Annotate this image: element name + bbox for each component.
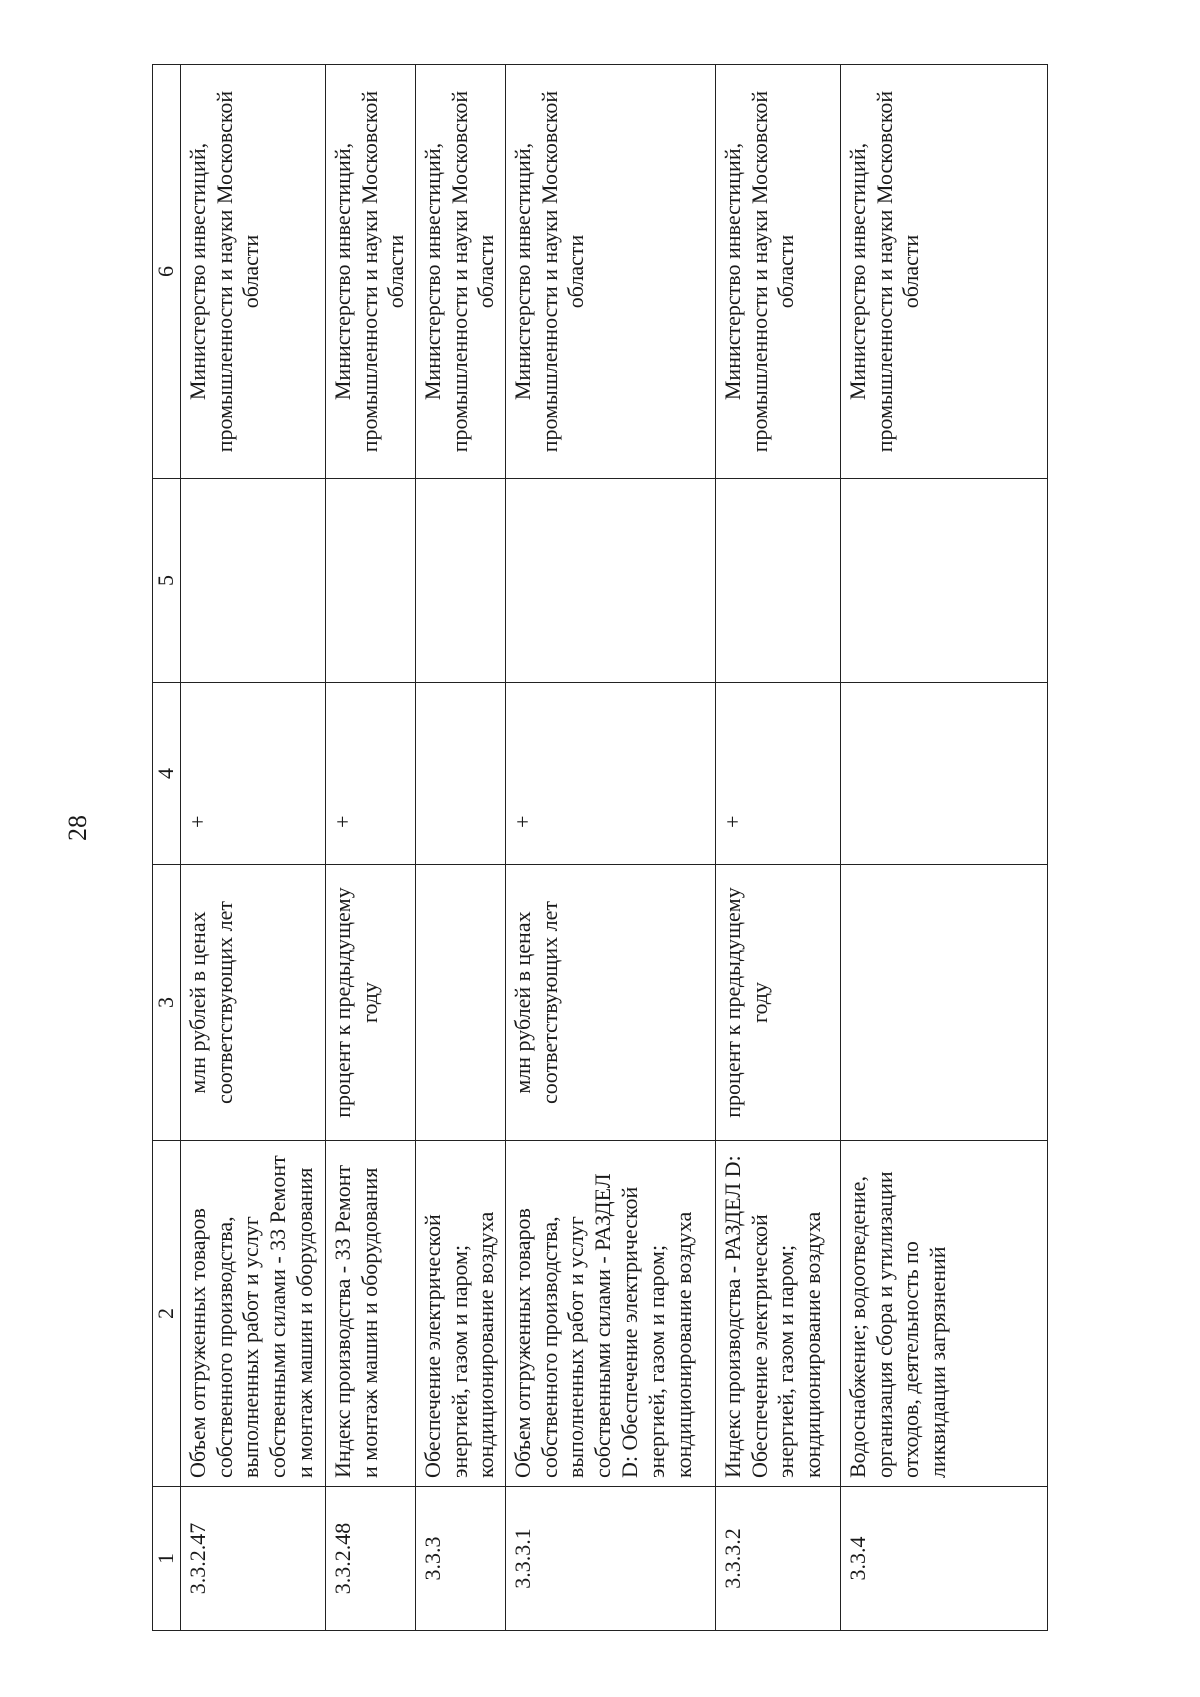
- row-number: 3.3.3: [415, 1487, 505, 1631]
- indicator-name: Водоснабжение; водоотведение, организация сбора и утилизации отходов, деятельность по ликвидации загрязнений: [840, 1141, 1047, 1487]
- responsible-body: Министерство инвестиций, промышленности и науки Московской области: [180, 65, 325, 479]
- col5-value: [180, 479, 325, 683]
- header-cell: 6: [153, 65, 181, 479]
- row-number: 3.3.3.1: [505, 1487, 715, 1631]
- indicator-name: Индекс производства - 33 Ремонт и монтаж машин и оборудования: [325, 1141, 415, 1487]
- col5-value: [415, 479, 505, 683]
- row-number: 3.3.2.48: [325, 1487, 415, 1631]
- table-row: [715, 65, 840, 1631]
- col5-value: [325, 479, 415, 683]
- unit-of-measure: процент к предыдущему году: [715, 865, 840, 1141]
- table-row: [415, 65, 505, 1631]
- flag-mark: [415, 683, 505, 865]
- header-cell: 3: [153, 865, 181, 1141]
- table-row: [325, 65, 415, 1631]
- table-row: [505, 65, 715, 1631]
- unit-of-measure: [415, 865, 505, 1141]
- responsible-body: Министерство инвестиций, промышленности и науки Московской области: [715, 65, 840, 479]
- flag-mark: +: [180, 683, 325, 865]
- row-number: 3.3.4: [840, 1487, 1047, 1631]
- unit-of-measure: процент к предыдущему году: [325, 865, 415, 1141]
- indicator-name: Объем отгруженных товаров собственного производства, выполненных работ и услуг собственными силами - 33 Ремонт и монтаж машин и оборудования: [180, 1141, 325, 1487]
- col5-value: [715, 479, 840, 683]
- rotated-table-container: [152, 65, 1048, 1631]
- header-cell: 1: [153, 1487, 181, 1631]
- row-number: 3.3.2.47: [180, 1487, 325, 1631]
- flag-mark: +: [505, 683, 715, 865]
- responsible-body: Министерство инвестиций, промышленности и науки Московской области: [840, 65, 1047, 479]
- unit-of-measure: млн рублей в ценах соответствующих лет: [505, 865, 715, 1141]
- unit-of-measure: [840, 865, 1047, 1141]
- indicator-name: Индекс производства - РАЗДЕЛ D: Обеспечение электрической энергией, газом и паром; кондиционирование воздуха: [715, 1141, 840, 1487]
- responsible-body: Министерство инвестиций, промышленности и науки Московской области: [415, 65, 505, 479]
- row-number: 3.3.3.2: [715, 1487, 840, 1631]
- page-number: 28: [63, 815, 92, 841]
- indicators-table: [152, 64, 1048, 1631]
- col5-value: [505, 479, 715, 683]
- header-cell: 4: [153, 683, 181, 865]
- table-header-row: [153, 65, 181, 1631]
- responsible-body: Министерство инвестиций, промышленности и науки Московской области: [325, 65, 415, 479]
- flag-mark: +: [715, 683, 840, 865]
- responsible-body: Министерство инвестиций, промышленности и науки Московской области: [505, 65, 715, 479]
- header-cell: 5: [153, 479, 181, 683]
- table-row: [180, 65, 325, 1631]
- col5-value: [840, 479, 1047, 683]
- flag-mark: [840, 683, 1047, 865]
- flag-mark: +: [325, 683, 415, 865]
- unit-of-measure: млн рублей в ценах соответствующих лет: [180, 865, 325, 1141]
- indicator-name: Объем отгруженных товаров собственного производства, выполненных работ и услуг собственными силами - РАЗДЕЛ D: Обеспечение электрической энергией, газом и паром; кондиционирование воздуха: [505, 1141, 715, 1487]
- indicator-name: Обеспечение электрической энергией, газом и паром; кондиционирование воздуха: [415, 1141, 505, 1487]
- header-cell: 2: [153, 1141, 181, 1487]
- table-row: [840, 65, 1047, 1631]
